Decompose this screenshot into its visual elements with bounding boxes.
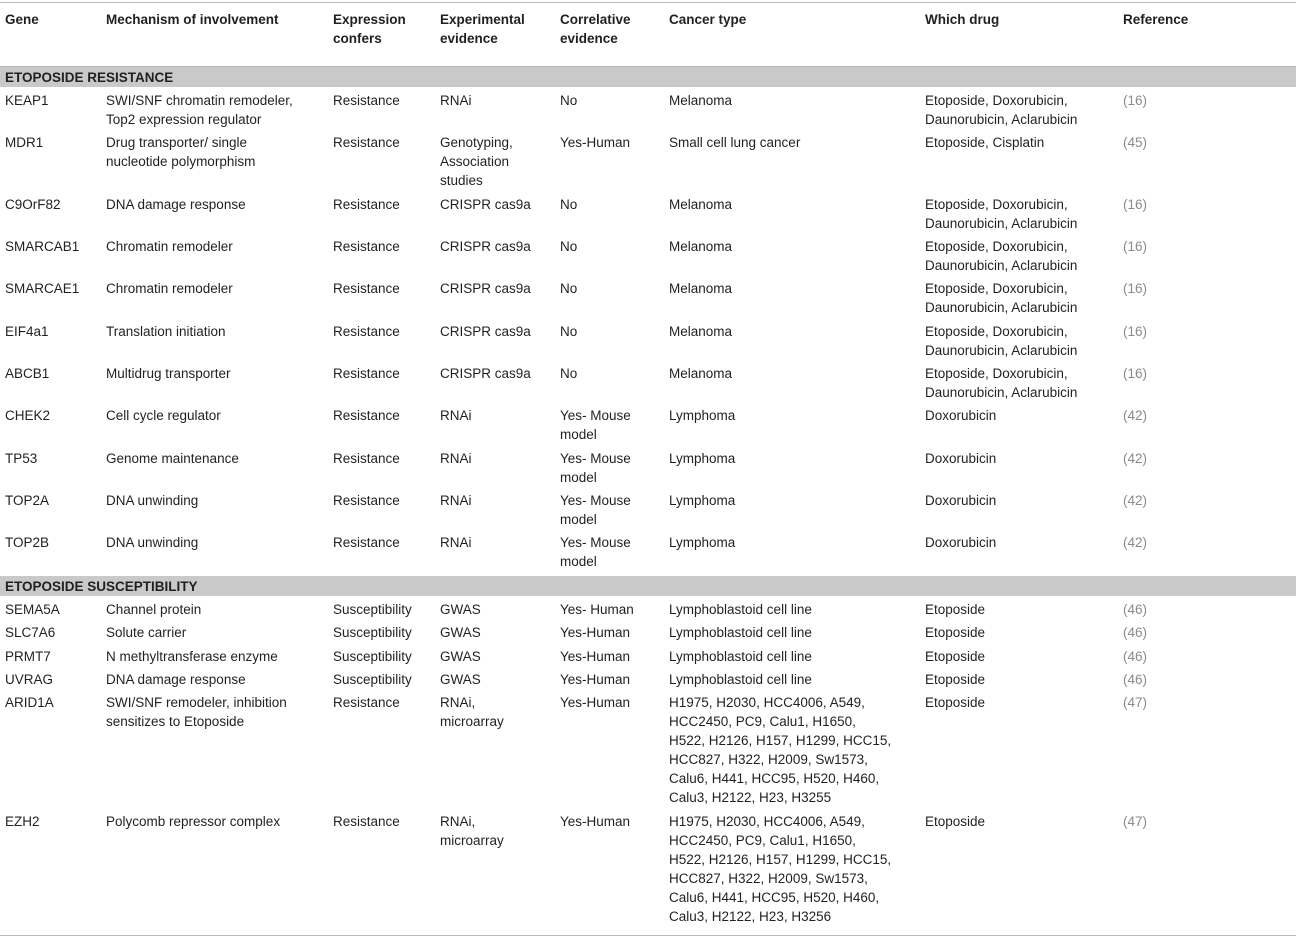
- cell-mechanism: SWI/SNF chromatin remodeler, Top2 expression regulator: [106, 93, 293, 127]
- cell-gene: TP53: [5, 451, 38, 466]
- cell-confers: Susceptibility: [333, 672, 412, 687]
- cell-mechanism: Polycomb repressor complex: [106, 814, 281, 829]
- cell-confers: Resistance: [333, 239, 400, 254]
- cell-confers: Resistance: [333, 535, 400, 550]
- cell-gene: PRMT7: [5, 649, 51, 664]
- cell-correlative: Yes-Human: [560, 625, 631, 640]
- cell-gene: C9OrF82: [5, 197, 61, 212]
- cell-cancer: Lymphoblastoid cell line: [669, 649, 812, 664]
- cell-cancer: Melanoma: [669, 93, 733, 108]
- cell-confers: Resistance: [333, 324, 400, 339]
- cell-confers: Resistance: [333, 93, 400, 108]
- cell-mechanism: DNA damage response: [106, 672, 246, 687]
- section-title: ETOPOSIDE SUSCEPTIBILITY: [5, 579, 198, 594]
- cell-mechanism: Chromatin remodeler: [106, 281, 233, 296]
- cell-drug: Etoposide, Doxorubicin, Daunorubicin, Aclarubicin: [925, 324, 1078, 358]
- cell-drug: Etoposide: [925, 814, 986, 829]
- cell-confers: Resistance: [333, 366, 400, 381]
- cell-experimental: CRISPR cas9a: [440, 366, 531, 381]
- cell-reference: (16): [1123, 197, 1148, 212]
- reference-link[interactable]: 46: [1127, 602, 1143, 617]
- cell-correlative: Yes- Mouse model: [560, 493, 631, 527]
- cell-drug: Etoposide, Doxorubicin, Daunorubicin, Aclarubicin: [925, 197, 1078, 231]
- reference-link[interactable]: 16: [1127, 366, 1143, 381]
- cell-experimental: RNAi: [440, 93, 472, 108]
- cell-experimental: RNAi: [440, 451, 472, 466]
- cell-drug: Etoposide, Doxorubicin, Daunorubicin, Aclarubicin: [925, 281, 1078, 315]
- section-header-susceptibility: [0, 576, 1296, 596]
- cell-experimental: CRISPR cas9a: [440, 239, 531, 254]
- cell-reference: (47): [1123, 814, 1148, 829]
- cell-correlative: No: [560, 239, 578, 254]
- reference-link[interactable]: 16: [1127, 281, 1143, 296]
- cell-mechanism: Drug transporter/ single nucleotide polymorphism: [106, 135, 256, 169]
- cell-reference: (46): [1123, 672, 1148, 687]
- cell-cancer: Lymphoma: [669, 451, 736, 466]
- cell-confers: Resistance: [333, 281, 400, 296]
- cell-drug: Etoposide: [925, 649, 986, 664]
- cell-correlative: No: [560, 197, 578, 212]
- cell-gene: SMARCAE1: [5, 281, 80, 296]
- header-row: [0, 10, 1296, 50]
- cell-experimental: RNAi, microarray: [440, 695, 504, 729]
- cell-drug: Etoposide, Doxorubicin, Daunorubicin, Aclarubicin: [925, 93, 1078, 127]
- cell-reference: (42): [1123, 408, 1148, 423]
- cell-confers: Resistance: [333, 814, 400, 829]
- reference-link[interactable]: 46: [1127, 625, 1143, 640]
- cell-reference: (46): [1123, 625, 1148, 640]
- cell-confers: Susceptibility: [333, 602, 412, 617]
- cell-experimental: GWAS: [440, 602, 481, 617]
- cell-cancer: Melanoma: [669, 324, 733, 339]
- cell-confers: Resistance: [333, 408, 400, 423]
- cell-gene: TOP2B: [5, 535, 50, 550]
- cell-experimental: Genotyping, Association studies: [440, 135, 513, 188]
- cell-confers: Resistance: [333, 135, 400, 150]
- cell-gene: SLC7A6: [5, 625, 56, 640]
- table-top-rule: [0, 2, 1296, 3]
- cell-confers: Resistance: [333, 197, 400, 212]
- cell-experimental: GWAS: [440, 625, 481, 640]
- cell-cancer: Lymphoma: [669, 493, 736, 508]
- cell-mechanism: DNA unwinding: [106, 535, 199, 550]
- cell-experimental: RNAi: [440, 408, 472, 423]
- reference-link[interactable]: 42: [1127, 493, 1143, 508]
- cell-correlative: No: [560, 366, 578, 381]
- cell-gene: ABCB1: [5, 366, 50, 381]
- col-header-drug: Which drug: [925, 12, 1000, 27]
- reference-link[interactable]: 42: [1127, 451, 1143, 466]
- cell-experimental: CRISPR cas9a: [440, 197, 531, 212]
- table-bottom-rule: [0, 935, 1296, 936]
- col-header-mechanism: Mechanism of involvement: [106, 12, 279, 27]
- cell-cancer: Melanoma: [669, 197, 733, 212]
- cell-mechanism: Channel protein: [106, 602, 202, 617]
- section-header-resistance: [0, 67, 1296, 87]
- cell-cancer: Melanoma: [669, 366, 733, 381]
- cell-drug: Doxorubicin: [925, 451, 997, 466]
- col-header-gene: Gene: [5, 12, 39, 27]
- cell-experimental: CRISPR cas9a: [440, 281, 531, 296]
- cell-drug: Etoposide: [925, 625, 986, 640]
- reference-link[interactable]: 16: [1127, 239, 1143, 254]
- cell-mechanism: Chromatin remodeler: [106, 239, 233, 254]
- reference-link[interactable]: 47: [1127, 814, 1143, 829]
- cell-reference: (45): [1123, 135, 1148, 150]
- reference-link[interactable]: 42: [1127, 535, 1143, 550]
- cell-gene: SEMA5A: [5, 602, 60, 617]
- cell-cancer: Melanoma: [669, 239, 733, 254]
- cell-cancer: Lymphoma: [669, 535, 736, 550]
- cell-reference: (42): [1123, 535, 1148, 550]
- cell-mechanism: DNA unwinding: [106, 493, 199, 508]
- cell-correlative: Yes- Mouse model: [560, 408, 631, 442]
- cell-experimental: CRISPR cas9a: [440, 324, 531, 339]
- cell-gene: MDR1: [5, 135, 44, 150]
- cell-confers: Resistance: [333, 695, 400, 710]
- cell-mechanism: Genome maintenance: [106, 451, 239, 466]
- cell-reference: (16): [1123, 93, 1148, 108]
- cell-drug: Etoposide: [925, 672, 986, 687]
- cell-cancer: Melanoma: [669, 281, 733, 296]
- cell-gene: EIF4a1: [5, 324, 49, 339]
- cell-cancer: Lymphoblastoid cell line: [669, 625, 812, 640]
- cell-drug: Doxorubicin: [925, 535, 997, 550]
- cell-gene: SMARCAB1: [5, 239, 80, 254]
- cell-gene: KEAP1: [5, 93, 49, 108]
- cell-cancer: H1975, H2030, HCC4006, A549, HCC2450, PC9, Calu1, H1650, H522, H2126, H157, H1299, HCC15, HCC827, H322, H2009, Sw1573, Calu6, H441, HCC95, H520, H460, Calu3, H2122, H23, H3255: [669, 695, 892, 805]
- cell-reference: (16): [1123, 239, 1148, 254]
- section-title: ETOPOSIDE RESISTANCE: [5, 70, 174, 85]
- cell-drug: Doxorubicin: [925, 408, 997, 423]
- cell-drug: Etoposide: [925, 602, 986, 617]
- col-header-experimental: Experimental evidence: [440, 12, 525, 46]
- cell-drug: Etoposide, Doxorubicin, Daunorubicin, Aclarubicin: [925, 366, 1078, 400]
- col-header-reference: Reference: [1123, 12, 1189, 27]
- cell-experimental: RNAi, microarray: [440, 814, 504, 848]
- cell-confers: Resistance: [333, 493, 400, 508]
- cell-correlative: Yes-Human: [560, 649, 631, 664]
- cell-correlative: Yes-Human: [560, 695, 631, 710]
- cell-reference: (42): [1123, 493, 1148, 508]
- cell-reference: (16): [1123, 281, 1148, 296]
- cell-reference: (16): [1123, 324, 1148, 339]
- cell-cancer: H1975, H2030, HCC4006, A549, HCC2450, PC9, Calu1, H1650, H522, H2126, H157, H1299, HCC15, HCC827, H322, H2009, Sw1573, Calu6, H441, HCC95, H520, H460, Calu3, H2122, H23, H3256: [669, 814, 892, 924]
- cell-mechanism: Solute carrier: [106, 625, 187, 640]
- cell-drug: Doxorubicin: [925, 493, 997, 508]
- cell-experimental: GWAS: [440, 672, 481, 687]
- cell-correlative: Yes-Human: [560, 672, 631, 687]
- cell-mechanism: N methyltransferase enzyme: [106, 649, 278, 664]
- cell-mechanism: Translation initiation: [106, 324, 226, 339]
- cell-correlative: No: [560, 324, 578, 339]
- cell-gene: CHEK2: [5, 408, 51, 423]
- cell-mechanism: Cell cycle regulator: [106, 408, 221, 423]
- col-header-expression: Expression confers: [333, 12, 406, 46]
- cell-reference: (46): [1123, 649, 1148, 664]
- cell-cancer: Lymphoblastoid cell line: [669, 672, 812, 687]
- cell-gene: ARID1A: [5, 695, 54, 710]
- cell-experimental: RNAi: [440, 493, 472, 508]
- cell-gene: TOP2A: [5, 493, 50, 508]
- cell-gene: EZH2: [5, 814, 40, 829]
- cell-cancer: Lymphoma: [669, 408, 736, 423]
- cell-drug: Etoposide, Doxorubicin, Daunorubicin, Aclarubicin: [925, 239, 1078, 273]
- cell-confers: Susceptibility: [333, 649, 412, 664]
- cell-reference: (16): [1123, 366, 1148, 381]
- cell-reference: (46): [1123, 602, 1148, 617]
- cell-reference: (42): [1123, 451, 1148, 466]
- cell-drug: Etoposide: [925, 695, 986, 710]
- reference-link[interactable]: 47: [1127, 695, 1143, 710]
- cell-mechanism: Multidrug transporter: [106, 366, 231, 381]
- cell-reference: (47): [1123, 695, 1148, 710]
- cell-confers: Resistance: [333, 451, 400, 466]
- reference-link[interactable]: 45: [1127, 135, 1143, 150]
- cell-correlative: Yes- Mouse model: [560, 451, 631, 485]
- cell-gene: UVRAG: [5, 672, 54, 687]
- col-header-correlative: Correlative evidence: [560, 12, 631, 46]
- cell-correlative: Yes- Mouse model: [560, 535, 631, 569]
- col-header-cancer: Cancer type: [669, 12, 747, 27]
- reference-link[interactable]: 46: [1127, 649, 1143, 664]
- reference-link[interactable]: 16: [1127, 93, 1143, 108]
- reference-link[interactable]: 16: [1127, 324, 1143, 339]
- cell-cancer: Small cell lung cancer: [669, 135, 801, 150]
- cell-cancer: Lymphoblastoid cell line: [669, 602, 812, 617]
- cell-mechanism: SWI/SNF remodeler, inhibition sensitizes to Etoposide: [106, 695, 287, 729]
- cell-confers: Susceptibility: [333, 625, 412, 640]
- cell-correlative: Yes- Human: [560, 602, 634, 617]
- cell-correlative: Yes-Human: [560, 814, 631, 829]
- reference-link[interactable]: 46: [1127, 672, 1143, 687]
- cell-mechanism: DNA damage response: [106, 197, 246, 212]
- cell-drug: Etoposide, Cisplatin: [925, 135, 1045, 150]
- cell-experimental: RNAi: [440, 535, 472, 550]
- cell-correlative: Yes-Human: [560, 135, 631, 150]
- cell-correlative: No: [560, 93, 578, 108]
- reference-link[interactable]: 42: [1127, 408, 1143, 423]
- reference-link[interactable]: 16: [1127, 197, 1143, 212]
- cell-experimental: GWAS: [440, 649, 481, 664]
- cell-correlative: No: [560, 281, 578, 296]
